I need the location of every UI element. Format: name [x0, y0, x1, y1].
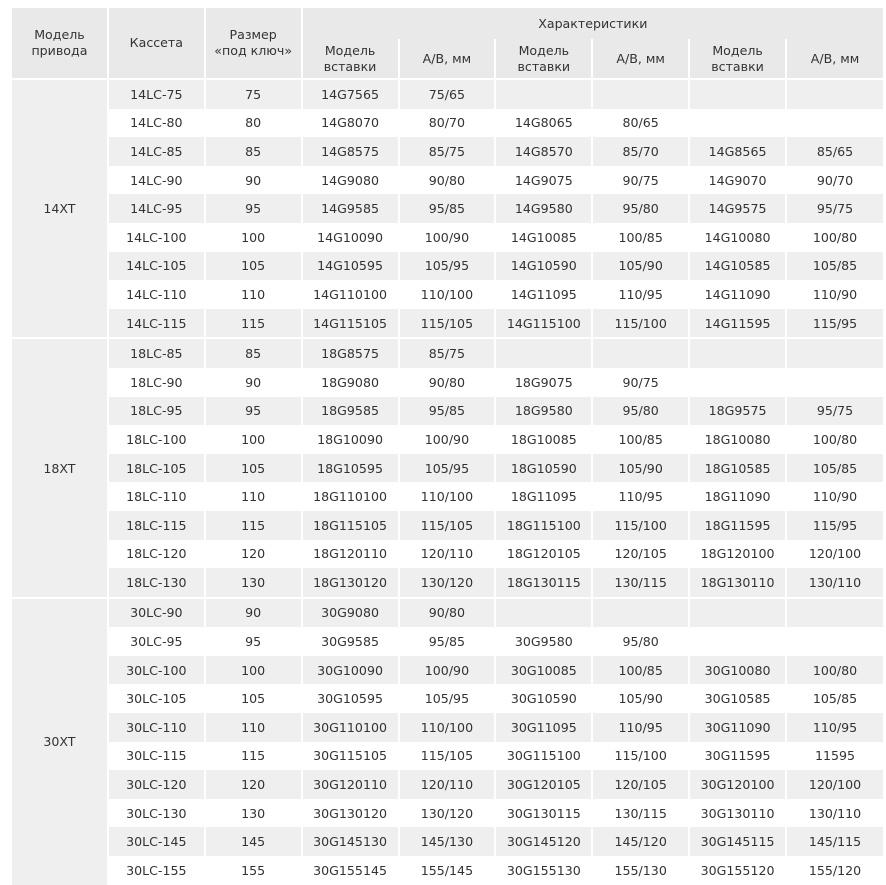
ab-1-cell: 105/95: [400, 684, 495, 713]
table-row: [12, 223, 883, 252]
table-row: [12, 856, 883, 885]
size-cell: 110: [206, 482, 301, 511]
insert-model-3-cell: [690, 599, 785, 628]
insert-model-3-cell: 18G11595: [690, 511, 785, 540]
cassette-cell: 14LC-85: [109, 137, 204, 166]
insert-model-2-cell: 14G9580: [496, 194, 591, 223]
size-cell: 90: [206, 599, 301, 628]
insert-model-2-cell: 30G9580: [496, 627, 591, 656]
ab-1-cell: 100/90: [400, 223, 495, 252]
insert-model-2-cell: 14G9075: [496, 166, 591, 195]
cassette-cell: 18LC-90: [109, 368, 204, 397]
ab-1-cell: 105/95: [400, 454, 495, 483]
ab-2-cell: 105/90: [593, 454, 688, 483]
ab-3-cell: 105/85: [787, 454, 883, 483]
ab-2-cell: 115/100: [593, 742, 688, 771]
ab-3-cell: 115/95: [787, 511, 883, 540]
table-row: [12, 339, 883, 368]
ab-2-cell: [593, 599, 688, 628]
cassette-cell: 30LC-145: [109, 827, 204, 856]
insert-model-3-cell: 14G9070: [690, 166, 785, 195]
size-cell: 80: [206, 109, 301, 138]
drive-model-cell: 30XT: [12, 599, 107, 885]
table-row: [12, 368, 883, 397]
header-ab-2: А/В, мм: [593, 39, 688, 78]
table-row: [12, 425, 883, 454]
ab-2-cell: 120/105: [593, 540, 688, 569]
insert-model-2-cell: 14G115100: [496, 309, 591, 338]
header-drive-model: Модель привода: [12, 8, 107, 78]
ab-3-cell: 105/85: [787, 684, 883, 713]
ab-3-cell: 100/80: [787, 223, 883, 252]
ab-2-cell: 100/85: [593, 223, 688, 252]
insert-model-1-cell: 30G10595: [303, 684, 398, 713]
drive-model-cell: 14XT: [12, 80, 107, 337]
ab-3-cell: [787, 109, 883, 138]
insert-model-2-cell: 30G10590: [496, 684, 591, 713]
ab-3-cell: [787, 599, 883, 628]
ab-1-cell: 115/105: [400, 309, 495, 338]
size-cell: 95: [206, 627, 301, 656]
insert-model-1-cell: 14G7565: [303, 80, 398, 109]
insert-model-3-cell: [690, 339, 785, 368]
ab-3-cell: [787, 627, 883, 656]
ab-1-cell: 90/80: [400, 368, 495, 397]
ab-2-cell: 95/80: [593, 194, 688, 223]
insert-model-2-cell: 14G8065: [496, 109, 591, 138]
ab-1-cell: 115/105: [400, 742, 495, 771]
insert-model-3-cell: 14G9575: [690, 194, 785, 223]
insert-model-1-cell: 14G10595: [303, 252, 398, 281]
insert-model-2-cell: 18G9580: [496, 397, 591, 426]
insert-model-3-cell: 18G10585: [690, 454, 785, 483]
ab-3-cell: 130/110: [787, 568, 883, 597]
ab-2-cell: 120/105: [593, 770, 688, 799]
ab-3-cell: 120/100: [787, 770, 883, 799]
cassette-cell: 18LC-100: [109, 425, 204, 454]
insert-model-1-cell: 18G9585: [303, 397, 398, 426]
insert-model-1-cell: 30G130120: [303, 799, 398, 828]
header-characteristics: Характеристики: [303, 8, 883, 39]
header-insert-model-2: Модель вставки: [496, 39, 591, 78]
ab-3-cell: 95/75: [787, 194, 883, 223]
insert-model-3-cell: 18G11090: [690, 482, 785, 511]
size-cell: 110: [206, 280, 301, 309]
insert-model-3-cell: [690, 627, 785, 656]
insert-model-1-cell: 30G9080: [303, 599, 398, 628]
cassette-cell: 18LC-115: [109, 511, 204, 540]
cassette-cell: 30LC-90: [109, 599, 204, 628]
insert-model-1-cell: 18G9080: [303, 368, 398, 397]
ab-1-cell: 110/100: [400, 280, 495, 309]
header-size: Размер «под ключ»: [206, 8, 301, 78]
size-cell: 90: [206, 368, 301, 397]
ab-3-cell: 100/80: [787, 425, 883, 454]
insert-model-2-cell: 30G120105: [496, 770, 591, 799]
insert-model-1-cell: 30G9585: [303, 627, 398, 656]
size-cell: 85: [206, 137, 301, 166]
insert-model-1-cell: 14G10090: [303, 223, 398, 252]
cassette-cell: 18LC-95: [109, 397, 204, 426]
insert-model-1-cell: 18G10595: [303, 454, 398, 483]
insert-model-2-cell: [496, 80, 591, 109]
size-cell: 85: [206, 339, 301, 368]
ab-2-cell: [593, 339, 688, 368]
table-row: [12, 713, 883, 742]
size-cell: 100: [206, 656, 301, 685]
table-row: [12, 454, 883, 483]
insert-model-2-cell: 18G10085: [496, 425, 591, 454]
ab-1-cell: 110/100: [400, 482, 495, 511]
insert-model-1-cell: 30G155145: [303, 856, 398, 885]
table-row: [12, 599, 883, 628]
insert-model-3-cell: 30G120100: [690, 770, 785, 799]
header-ab-3: А/В, мм: [787, 39, 883, 78]
insert-model-1-cell: 18G110100: [303, 482, 398, 511]
ab-3-cell: 110/90: [787, 482, 883, 511]
insert-model-2-cell: 30G145120: [496, 827, 591, 856]
table-row: [12, 280, 883, 309]
cassette-cell: 14LC-75: [109, 80, 204, 109]
table-body: [12, 78, 883, 885]
table-row: [12, 684, 883, 713]
ab-1-cell: 95/85: [400, 194, 495, 223]
ab-2-cell: 90/75: [593, 368, 688, 397]
ab-1-cell: 105/95: [400, 252, 495, 281]
ab-2-cell: 115/100: [593, 511, 688, 540]
ab-2-cell: 110/95: [593, 482, 688, 511]
ab-3-cell: 110/90: [787, 280, 883, 309]
table-row: [12, 80, 883, 109]
ab-2-cell: 100/85: [593, 425, 688, 454]
table-row: [12, 540, 883, 569]
table-row: [12, 397, 883, 426]
insert-model-3-cell: 30G130110: [690, 799, 785, 828]
table-row: [12, 511, 883, 540]
insert-model-2-cell: 18G9075: [496, 368, 591, 397]
insert-model-3-cell: 30G145115: [690, 827, 785, 856]
insert-model-2-cell: 30G11095: [496, 713, 591, 742]
ab-2-cell: 100/85: [593, 656, 688, 685]
table-row: [12, 770, 883, 799]
ab-2-cell: 105/90: [593, 252, 688, 281]
ab-3-cell: 85/65: [787, 137, 883, 166]
ab-1-cell: 85/75: [400, 137, 495, 166]
insert-model-1-cell: 30G10090: [303, 656, 398, 685]
insert-model-1-cell: 18G130120: [303, 568, 398, 597]
cassette-cell: 18LC-85: [109, 339, 204, 368]
ab-1-cell: 75/65: [400, 80, 495, 109]
ab-3-cell: [787, 339, 883, 368]
insert-model-3-cell: 18G130110: [690, 568, 785, 597]
ab-2-cell: 95/80: [593, 627, 688, 656]
insert-model-1-cell: 18G120110: [303, 540, 398, 569]
insert-model-2-cell: 14G10590: [496, 252, 591, 281]
insert-model-1-cell: 14G110100: [303, 280, 398, 309]
insert-model-1-cell: 14G8070: [303, 109, 398, 138]
table-row: [12, 109, 883, 138]
size-cell: 105: [206, 684, 301, 713]
insert-model-3-cell: 30G10080: [690, 656, 785, 685]
table-row: [12, 627, 883, 656]
cassette-cell: 30LC-105: [109, 684, 204, 713]
insert-model-2-cell: 18G120105: [496, 540, 591, 569]
insert-model-1-cell: 18G8575: [303, 339, 398, 368]
ab-3-cell: 130/110: [787, 799, 883, 828]
spec-table: [10, 8, 885, 885]
cassette-cell: 30LC-95: [109, 627, 204, 656]
insert-model-3-cell: 18G120100: [690, 540, 785, 569]
size-cell: 95: [206, 397, 301, 426]
insert-model-3-cell: 30G155120: [690, 856, 785, 885]
ab-3-cell: [787, 80, 883, 109]
ab-2-cell: 115/100: [593, 309, 688, 338]
table-row: [12, 137, 883, 166]
size-cell: 95: [206, 194, 301, 223]
size-cell: 120: [206, 540, 301, 569]
ab-2-cell: [593, 80, 688, 109]
insert-model-2-cell: 18G10590: [496, 454, 591, 483]
table-row: [12, 799, 883, 828]
table-row: [12, 827, 883, 856]
ab-1-cell: 130/120: [400, 799, 495, 828]
insert-model-1-cell: 18G10090: [303, 425, 398, 454]
cassette-cell: 14LC-115: [109, 309, 204, 338]
insert-model-1-cell: 14G115105: [303, 309, 398, 338]
cassette-cell: 18LC-130: [109, 568, 204, 597]
ab-1-cell: 80/70: [400, 109, 495, 138]
insert-model-3-cell: 30G11090: [690, 713, 785, 742]
size-cell: 110: [206, 713, 301, 742]
header-insert-model-1: Модель вставки: [303, 39, 398, 78]
table-header: [12, 8, 883, 78]
ab-3-cell: 105/85: [787, 252, 883, 281]
insert-model-1-cell: 30G115105: [303, 742, 398, 771]
insert-model-2-cell: [496, 599, 591, 628]
size-cell: 115: [206, 511, 301, 540]
insert-model-3-cell: 18G10080: [690, 425, 785, 454]
insert-model-2-cell: 14G8570: [496, 137, 591, 166]
size-cell: 105: [206, 454, 301, 483]
insert-model-2-cell: [496, 339, 591, 368]
table-row: [12, 482, 883, 511]
size-cell: 155: [206, 856, 301, 885]
ab-1-cell: 130/120: [400, 568, 495, 597]
size-cell: 115: [206, 309, 301, 338]
size-cell: 90: [206, 166, 301, 195]
size-cell: 100: [206, 425, 301, 454]
drive-model-cell: 18XT: [12, 339, 107, 596]
size-cell: 100: [206, 223, 301, 252]
ab-1-cell: 90/80: [400, 166, 495, 195]
cassette-cell: 30LC-130: [109, 799, 204, 828]
cassette-cell: 14LC-110: [109, 280, 204, 309]
cassette-cell: 30LC-110: [109, 713, 204, 742]
header-ab-1: А/В, мм: [400, 39, 495, 78]
table-row: [12, 252, 883, 281]
cassette-cell: 14LC-80: [109, 109, 204, 138]
ab-3-cell: 95/75: [787, 397, 883, 426]
insert-model-3-cell: 30G11595: [690, 742, 785, 771]
ab-1-cell: 100/90: [400, 425, 495, 454]
size-cell: 115: [206, 742, 301, 771]
table-row: [12, 194, 883, 223]
insert-model-2-cell: 18G130115: [496, 568, 591, 597]
insert-model-2-cell: 30G155130: [496, 856, 591, 885]
table-row: [12, 656, 883, 685]
size-cell: 130: [206, 799, 301, 828]
cassette-cell: 14LC-100: [109, 223, 204, 252]
cassette-cell: 14LC-90: [109, 166, 204, 195]
insert-model-3-cell: [690, 109, 785, 138]
insert-model-2-cell: 30G115100: [496, 742, 591, 771]
insert-model-2-cell: 18G115100: [496, 511, 591, 540]
cassette-cell: 30LC-120: [109, 770, 204, 799]
cassette-cell: 30LC-115: [109, 742, 204, 771]
ab-3-cell: 155/120: [787, 856, 883, 885]
insert-model-3-cell: 14G10080: [690, 223, 785, 252]
insert-model-1-cell: 14G9585: [303, 194, 398, 223]
ab-1-cell: 120/110: [400, 540, 495, 569]
size-cell: 75: [206, 80, 301, 109]
ab-2-cell: 145/120: [593, 827, 688, 856]
cassette-cell: 30LC-155: [109, 856, 204, 885]
ab-1-cell: 115/105: [400, 511, 495, 540]
ab-3-cell: 115/95: [787, 309, 883, 338]
cassette-cell: 14LC-105: [109, 252, 204, 281]
insert-model-1-cell: 30G145130: [303, 827, 398, 856]
insert-model-1-cell: 30G110100: [303, 713, 398, 742]
table-row: [12, 742, 883, 771]
size-cell: 120: [206, 770, 301, 799]
cassette-cell: 18LC-105: [109, 454, 204, 483]
insert-model-3-cell: 30G10585: [690, 684, 785, 713]
insert-model-3-cell: 14G8565: [690, 137, 785, 166]
ab-1-cell: 145/130: [400, 827, 495, 856]
header-insert-model-3: Модель вставки: [690, 39, 785, 78]
insert-model-3-cell: 18G9575: [690, 397, 785, 426]
ab-1-cell: 155/145: [400, 856, 495, 885]
ab-2-cell: 110/95: [593, 713, 688, 742]
ab-2-cell: 90/75: [593, 166, 688, 195]
ab-2-cell: 105/90: [593, 684, 688, 713]
ab-1-cell: 95/85: [400, 397, 495, 426]
ab-1-cell: 95/85: [400, 627, 495, 656]
ab-2-cell: 85/70: [593, 137, 688, 166]
table-row: [12, 309, 883, 338]
ab-3-cell: 100/80: [787, 656, 883, 685]
table-row: [12, 568, 883, 597]
ab-3-cell: 120/100: [787, 540, 883, 569]
insert-model-2-cell: 14G10085: [496, 223, 591, 252]
ab-1-cell: 120/110: [400, 770, 495, 799]
ab-2-cell: 130/115: [593, 799, 688, 828]
cassette-cell: 18LC-110: [109, 482, 204, 511]
insert-model-1-cell: 18G115105: [303, 511, 398, 540]
ab-1-cell: 85/75: [400, 339, 495, 368]
table-row: [12, 166, 883, 195]
ab-2-cell: 130/115: [593, 568, 688, 597]
insert-model-2-cell: 18G11095: [496, 482, 591, 511]
size-cell: 105: [206, 252, 301, 281]
ab-3-cell: 145/115: [787, 827, 883, 856]
cassette-cell: 18LC-120: [109, 540, 204, 569]
ab-3-cell: 110/95: [787, 713, 883, 742]
ab-3-cell: 11595: [787, 742, 883, 771]
ab-3-cell: [787, 368, 883, 397]
cassette-cell: 14LC-95: [109, 194, 204, 223]
insert-model-3-cell: 14G11595: [690, 309, 785, 338]
header-cassette: Кассета: [109, 8, 204, 78]
ab-1-cell: 100/90: [400, 656, 495, 685]
insert-model-1-cell: 30G120110: [303, 770, 398, 799]
insert-model-3-cell: 14G11090: [690, 280, 785, 309]
size-cell: 130: [206, 568, 301, 597]
ab-2-cell: 95/80: [593, 397, 688, 426]
insert-model-3-cell: [690, 80, 785, 109]
ab-1-cell: 90/80: [400, 599, 495, 628]
insert-model-1-cell: 14G8575: [303, 137, 398, 166]
insert-model-1-cell: 14G9080: [303, 166, 398, 195]
ab-3-cell: 90/70: [787, 166, 883, 195]
ab-2-cell: 80/65: [593, 109, 688, 138]
ab-1-cell: 110/100: [400, 713, 495, 742]
insert-model-3-cell: 14G10585: [690, 252, 785, 281]
insert-model-2-cell: 14G11095: [496, 280, 591, 309]
insert-model-2-cell: 30G130115: [496, 799, 591, 828]
insert-model-3-cell: [690, 368, 785, 397]
cassette-cell: 30LC-100: [109, 656, 204, 685]
size-cell: 145: [206, 827, 301, 856]
ab-2-cell: 110/95: [593, 280, 688, 309]
insert-model-2-cell: 30G10085: [496, 656, 591, 685]
ab-2-cell: 155/130: [593, 856, 688, 885]
